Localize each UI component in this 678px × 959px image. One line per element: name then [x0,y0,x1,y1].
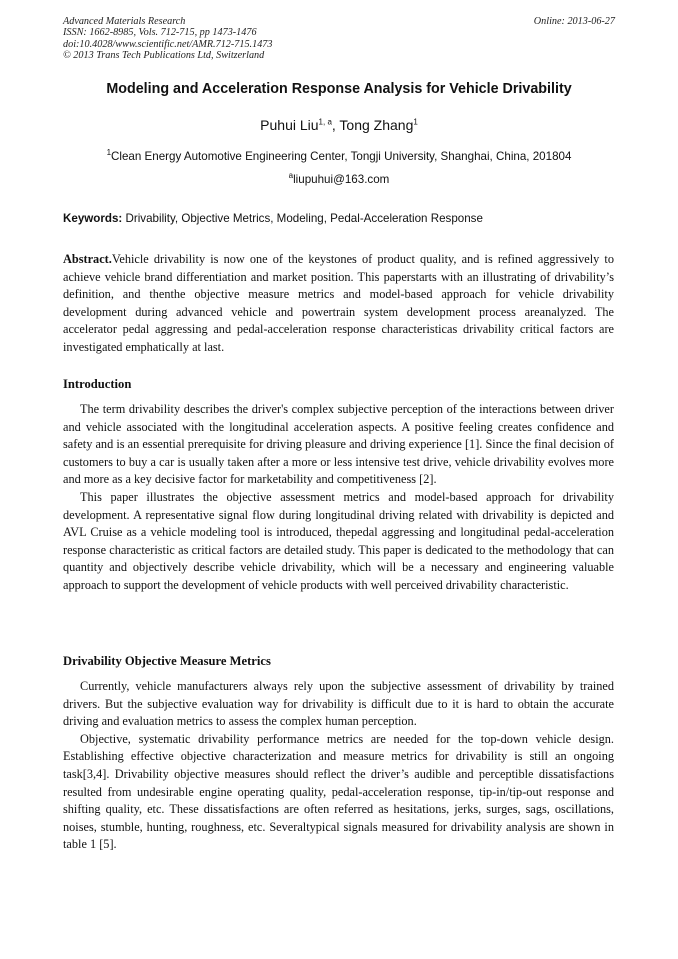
affiliation [0,150,678,163]
affiliation-marker: 1 [106,148,112,158]
section-title-metrics: Drivability Objective Measure Metrics [63,654,271,668]
abstract [63,251,614,357]
copyright-line: © 2013 Trans Tech Publications Ltd, Switzerland [63,50,265,62]
metrics-body [63,678,614,854]
keywords [63,212,483,225]
author-line [0,117,678,133]
paragraph: The term drivability describes the driver's complex subjective perception of the interactions between driver and vehicle associated with the longitudinal acceleration aspects. A positive feeling creates confidence and safety and is an essential prerequisite for driving pleasure and driving experience [1]. Since the final decision of customers to buy a car is usually taken after a more or less intensive test drive, vehicle drivability evolves more and more as a key decisive factor for marketability and competitiveness [2]. [63,402,614,487]
issn-line: ISSN: 1662-8985, Vols. 712-715, pp 1473-1476 [63,27,257,39]
paper-title: Modeling and Acceleration Response Analysis for Vehicle Drivability [106,81,572,97]
author-2: Tong Zhang [339,117,414,133]
keywords-label: Keywords: [63,212,123,225]
online-date: Online: 2013-06-27 [533,16,615,27]
email-line [0,173,678,186]
affiliation-text: Clean Energy Automotive Engineering Center, Tongji University, Shanghai, China, 201804 [111,150,572,163]
paragraph: This paper illustrates the objective assessment metrics and model-based approach for drivability development. A representative signal flow during longitudinal driving related with drivability is depicted and AVL Cruise as a vehicle modeling tool is introduced, thepedal aggressing and longitudinal pedal-acceleration response characteristic as critical factors are detailed study. This paper is dedicated to the methodology that can quantity and objectively describe vehicle drivability, which will be a necessary and engineering valuable approach to support the development of vehicle products with well perceived drivability characteristic. [63,489,614,592]
journal-header [63,16,272,62]
author-2-affil: 1 [413,117,418,127]
email-address: liupuhui@163.com [293,173,390,186]
doi-line: doi:10.4028/www.scientific.net/AMR.712-715.1473 [63,38,273,50]
paragraph: Currently, vehicle manufacturers always rely upon the subjective assessment of drivability by trained drivers. But the subjective evaluation way for drivability is difficult due to it is hard to obtain the accurate driving and evaluation metrics to assess the complex human perception. [63,679,614,729]
abstract-label: Abstract. [63,252,112,266]
author-1: Puhui Liu [260,117,319,133]
email-marker: a [288,171,294,181]
abstract-text: Vehicle drivability is now one of the keystones of product quality, and is refined aggressively to achieve vehicle brand differentiation and market position. This paperstarts with an illustrating of drivability’s definition, and thenthe objective measure metrics and model-based approach for vehicle drivability development during advanced vehicle and powertrain system development process areanalyzed. The accelerator pedal aggressing and pedal-acceleration response characteristicas drivability critical factors are investigated emphatically at last. [63,252,614,354]
journal-name: Advanced Materials Research [63,16,186,27]
section-title-introduction: Introduction [63,377,132,391]
paragraph: Objective, systematic drivability performance metrics are needed for the top-down vehicle design. Establishing effective objective characterization and measure metrics for drivability is still an ongoing task[3,4]. Drivability objective measures should reflect the driver’s audible and perceptible dissatisfactions resulted from undesirable engine operating quality, pedal-acceleration response, tip-in/tip-out response and shifting quality, etc. These dissatisfactions are often referred as hesitations, jerks, surges, sags, oscillations, noises, stumble, hunting, roughness, etc. Severaltypical signals measured for drivability analysis are shown in table 1 [5]. [63,731,614,852]
author-separator: , [331,117,340,133]
author-1-affil: 1, a [318,117,332,127]
keywords-text: Drivability, Objective Metrics, Modeling, Pedal-Acceleration Response [122,212,483,225]
introduction-body [63,401,614,595]
